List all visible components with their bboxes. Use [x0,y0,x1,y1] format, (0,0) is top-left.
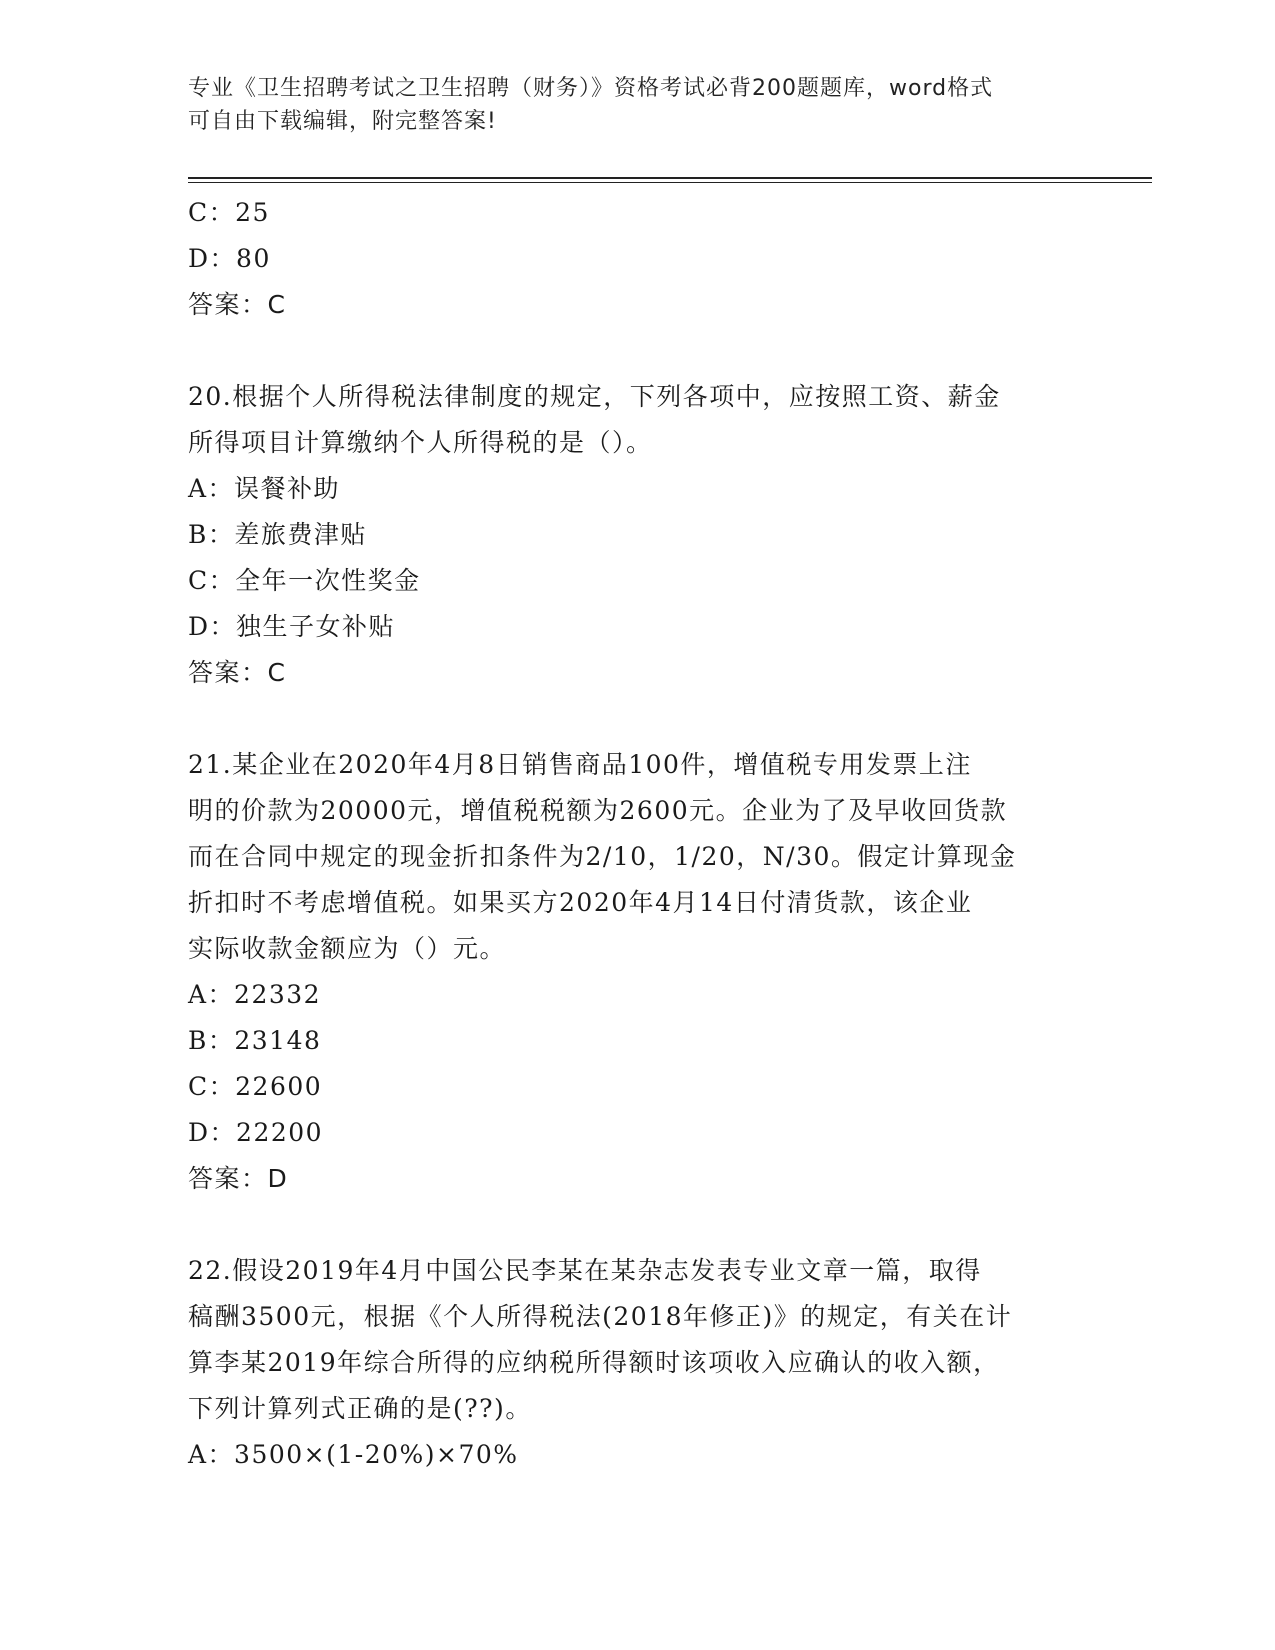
question-21 [188,742,1088,1202]
question-20 [188,374,1088,696]
spacer [188,328,1088,374]
question-stem-line: 所得项目计算缴纳个人所得税的是（）。 [188,428,653,457]
option-b: B：差旅费津贴 [188,520,367,549]
spacer [188,1202,1088,1248]
question-stem-line: 而在合同中规定的现金折扣条件为2/10，1/20，N/30。假定计算现金 [188,842,1017,871]
header-rule-thin [188,182,1152,183]
option-a: A：误餐补助 [188,474,341,503]
option-d: D：80 [188,244,271,273]
option-c: C：25 [188,198,270,227]
option-b: B：23148 [188,1026,322,1055]
answer-line: 答案：D [188,1164,289,1193]
option-a: A：22332 [188,980,322,1009]
question-stem-line: 实际收款金额应为（）元。 [188,934,507,963]
question-stem-line: 明的价款为20000元，增值税税额为2600元。企业为了及早收回货款 [188,796,1008,825]
question-stem-line: 稿酬3500元，根据《个人所得税法(2018年修正)》的规定，有关在计 [188,1302,1013,1331]
option-d: D：独生子女补贴 [188,612,396,641]
spacer [188,696,1088,742]
header-line-1: 专业《卫生招聘考试之卫生招聘（财务）》资格考试必背200题题库，word格式 [188,76,994,101]
question-stem-line: 折扣时不考虑增值税。如果买方2020年4月14日付清货款，该企业 [188,888,973,917]
option-d: D：22200 [188,1118,324,1147]
page-header [188,72,1068,138]
answer-line: 答案：C [188,290,287,319]
option-c: C：22600 [188,1072,323,1101]
document-body [188,190,1088,1478]
question-stem-line: 算李某2019年综合所得的应纳税所得额时该项收入应确认的收入额， [188,1348,1000,1377]
question-stem-line: 21.某企业在2020年4月8日销售商品100件，增值税专用发票上注 [188,750,972,779]
question-stem-line: 22.假设2019年4月中国公民李某在某杂志发表专业文章一篇，取得 [188,1256,982,1285]
header-rule-thick [188,177,1152,179]
option-a: A：3500×(1-20%)×70% [188,1440,519,1469]
question-stem-line: 下列计算列式正确的是(??)。 [188,1394,532,1423]
option-c: C：全年一次性奖金 [188,566,421,595]
question-19 [188,190,1088,328]
question-stem-line: 20.根据个人所得税法律制度的规定，下列各项中，应按照工资、薪金 [188,382,1001,411]
answer-line: 答案：C [188,658,287,687]
header-line-2: 可自由下载编辑，附完整答案! [188,109,497,134]
question-22 [188,1248,1088,1478]
